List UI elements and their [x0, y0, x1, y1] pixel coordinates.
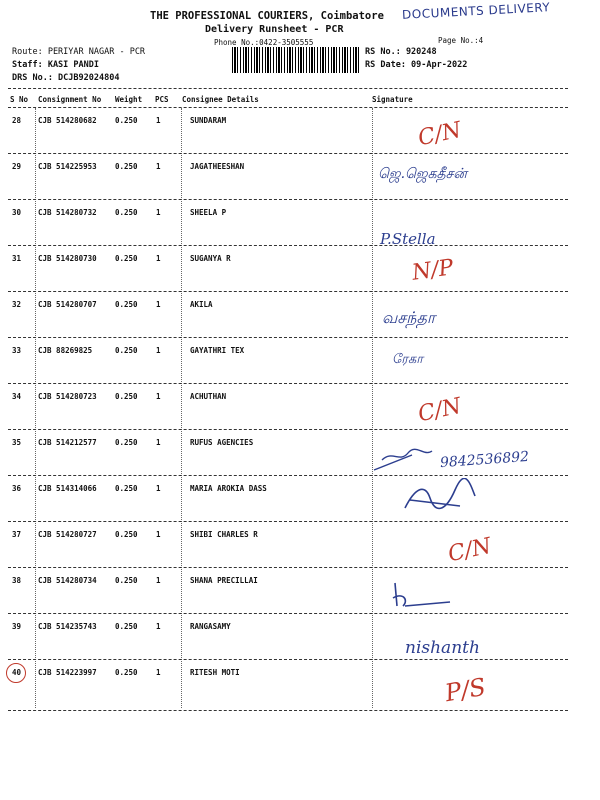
staff: Staff: KASI PANDI: [12, 60, 99, 70]
documents-delivery-stamp: DOCUMENTS DELIVERY: [401, 0, 551, 22]
pcs-cell: 1: [156, 530, 161, 539]
sno-cell: 29: [12, 162, 22, 171]
row-rule: [8, 291, 568, 292]
row-rule: [8, 429, 568, 430]
signature: N/P: [410, 255, 456, 286]
sno-cell: 35: [12, 438, 22, 447]
row-rule: [8, 659, 568, 660]
consignment-cell: CJB 514280723: [38, 392, 97, 401]
signature-scribble-row-38: [385, 578, 455, 614]
signature: ஜெ.ஜெகதீசன்: [378, 166, 467, 182]
sno-cell: 28: [12, 116, 22, 125]
weight-cell: 0.250: [115, 116, 138, 125]
row-rule: [8, 521, 568, 522]
signature: C/N: [415, 393, 464, 428]
col-header-weight: Weight: [115, 95, 143, 104]
pcs-cell: 1: [156, 392, 161, 401]
weight-cell: 0.250: [115, 254, 138, 263]
row-rule: [8, 613, 568, 614]
row-rule: [8, 475, 568, 476]
consignee-cell: SHEELA P: [190, 208, 227, 217]
consignee-cell: SUGANYA R: [190, 254, 231, 263]
consignment-cell: CJB 88269825: [38, 346, 93, 355]
row-rule: [8, 199, 568, 200]
pcs-cell: 1: [156, 438, 161, 447]
weight-cell: 0.250: [115, 208, 138, 217]
pcs-cell: 1: [156, 346, 161, 355]
barcode: [232, 47, 360, 73]
consignment-cell: CJB 514280734: [38, 576, 97, 585]
pcs-cell: 1: [156, 162, 161, 171]
weight-cell: 0.250: [115, 576, 138, 585]
table-header-rule: [8, 107, 568, 108]
weight-cell: 0.250: [115, 668, 138, 677]
consignment-cell: CJB 514212577: [38, 438, 97, 447]
row-rule: [8, 337, 568, 338]
row-rule: [8, 710, 568, 711]
pcs-cell: 1: [156, 484, 161, 493]
signature: P.Stella: [380, 230, 436, 248]
pcs-cell: 1: [156, 116, 161, 125]
col-header-consignment: Consignment No: [38, 95, 102, 104]
col-header-signature: Signature: [372, 95, 413, 104]
consignment-cell: CJB 514280707: [38, 300, 97, 309]
weight-cell: 0.250: [115, 438, 138, 447]
signature: P/S: [442, 672, 488, 708]
sheet-title: Delivery Runsheet - PCR: [205, 24, 344, 35]
consignment-cell: CJB 514280730: [38, 254, 97, 263]
signature: nishanth: [405, 638, 480, 658]
phone-number: Phone No.:0422-3505555: [214, 38, 314, 47]
signature: 9842536892: [439, 448, 530, 472]
row-rule: [8, 567, 568, 568]
sno-cell: 32: [12, 300, 22, 309]
consignee-cell: JAGATHEESHAN: [190, 162, 245, 171]
row-rule: [8, 383, 568, 384]
sno-cell: 39: [12, 622, 22, 631]
consignee-cell: RANGASAMY: [190, 622, 231, 631]
sno-cell: 38: [12, 576, 22, 585]
consignment-cell: CJB 514223997: [38, 668, 97, 677]
consignment-cell: CJB 514225953: [38, 162, 97, 171]
consignee-cell: RUFUS AGENCIES: [190, 438, 254, 447]
pcs-cell: 1: [156, 668, 161, 677]
signature-scribble-row-35: [372, 445, 442, 475]
company-name: THE PROFESSIONAL COURIERS, Coimbatore: [150, 10, 384, 22]
column-divider: [35, 108, 36, 708]
sno-cell: 37: [12, 530, 22, 539]
pcs-cell: 1: [156, 254, 161, 263]
consignee-cell: ACHUTHAN: [190, 392, 227, 401]
consignment-cell: CJB 514235743: [38, 622, 97, 631]
consignment-cell: CJB 514280727: [38, 530, 97, 539]
consignment-cell: CJB 514280682: [38, 116, 97, 125]
weight-cell: 0.250: [115, 162, 138, 171]
pcs-cell: 1: [156, 622, 161, 631]
row-rule: [8, 245, 568, 246]
table-top-rule: [8, 88, 568, 89]
consignee-cell: SHIBI CHARLES R: [190, 530, 258, 539]
sno-cell: 34: [12, 392, 22, 401]
sno-cell: 33: [12, 346, 22, 355]
signature-scribble-row-36: [400, 478, 480, 518]
consignee-cell: MARIA AROKIA DASS: [190, 484, 267, 493]
col-header-pcs: PCS: [155, 95, 169, 104]
drs-number: DRS No.: DCJB92024804: [12, 73, 120, 83]
weight-cell: 0.250: [115, 484, 138, 493]
consignment-cell: CJB 514314066: [38, 484, 97, 493]
signature: ரேகா: [392, 352, 424, 367]
consignee-cell: GAYATHRI TEX: [190, 346, 245, 355]
route: Route: PERIYAR NAGAR - PCR: [12, 47, 146, 57]
consignee-cell: SUNDARAM: [190, 116, 227, 125]
rs-number: RS No.: 920248: [365, 47, 437, 57]
consignment-cell: CJB 514280732: [38, 208, 97, 217]
col-header-sno: S No: [10, 95, 29, 104]
weight-cell: 0.250: [115, 300, 138, 309]
consignee-cell: SHANA PRECILLAI: [190, 576, 258, 585]
consignee-cell: AKILA: [190, 300, 213, 309]
page-number: Page No.:4: [438, 36, 484, 45]
weight-cell: 0.250: [115, 392, 138, 401]
pcs-cell: 1: [156, 208, 161, 217]
signature: C/N: [445, 533, 494, 568]
signature: C/N: [415, 117, 464, 152]
signature: வசந்தா: [382, 308, 436, 327]
pcs-cell: 1: [156, 576, 161, 585]
sno-cell: 30: [12, 208, 22, 217]
column-divider: [181, 108, 182, 708]
weight-cell: 0.250: [115, 622, 138, 631]
col-header-consignee: Consignee Details: [182, 95, 259, 104]
sno-cell: 36: [12, 484, 22, 493]
sno-cell: 31: [12, 254, 22, 263]
sno-cell: 40: [12, 668, 22, 677]
row-rule: [8, 153, 568, 154]
column-divider: [372, 108, 373, 708]
weight-cell: 0.250: [115, 530, 138, 539]
pcs-cell: 1: [156, 300, 161, 309]
consignee-cell: RITESH MOTI: [190, 668, 240, 677]
weight-cell: 0.250: [115, 346, 138, 355]
rs-date: RS Date: 09-Apr-2022: [365, 60, 468, 70]
